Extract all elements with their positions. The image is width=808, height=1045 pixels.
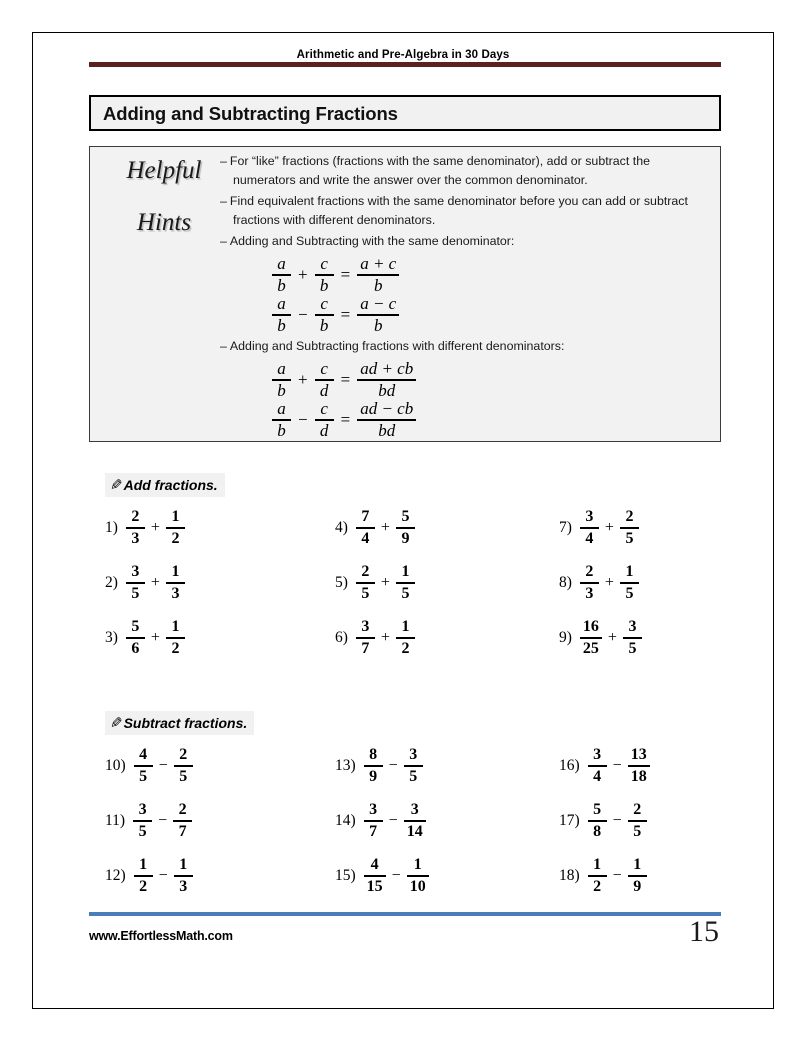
numerator: 2 (131, 508, 140, 526)
fraction (628, 747, 650, 785)
numerator: 8 (369, 746, 378, 764)
hint-bullet-2 (220, 192, 712, 230)
problem-item[interactable] (559, 505, 639, 551)
hint-dash: – (220, 339, 227, 353)
denominator: 2 (593, 877, 602, 895)
numerator: 5 (401, 508, 410, 526)
denominator: 14 (406, 822, 423, 840)
numerator: 3 (593, 746, 602, 764)
numerator: 7 (361, 508, 370, 526)
fraction (628, 857, 647, 895)
problem-expression (356, 564, 415, 602)
fraction (272, 360, 291, 399)
fraction-bar (126, 527, 145, 529)
fraction-bar (356, 637, 375, 639)
problem-item[interactable] (559, 853, 647, 899)
operator: + (380, 519, 390, 536)
problem-item[interactable] (105, 560, 185, 606)
fraction (404, 802, 426, 840)
fraction (580, 509, 599, 547)
pen-nib-icon: ✎ (110, 476, 123, 494)
fraction-bar (628, 875, 647, 877)
denominator: b (373, 276, 383, 296)
numerator: c (320, 399, 328, 419)
formula-row (272, 400, 712, 440)
operator: + (298, 265, 308, 284)
denominator: 6 (131, 639, 140, 657)
fraction (580, 564, 599, 602)
denominator: 5 (361, 584, 370, 602)
hint-dash: – (220, 194, 227, 208)
numerator: 1 (171, 618, 180, 636)
fraction-bar (356, 527, 375, 529)
denominator: d (319, 381, 329, 401)
operator: + (298, 370, 308, 389)
fraction (134, 857, 153, 895)
numerator: 3 (131, 563, 140, 581)
problem-expression (364, 802, 426, 840)
formula-row (272, 295, 712, 335)
denominator: 7 (369, 822, 378, 840)
fraction (315, 295, 334, 334)
numerator: 1 (401, 563, 410, 581)
operator: − (298, 305, 308, 324)
fraction-bar (623, 637, 642, 639)
denominator: b (277, 381, 286, 401)
denominator: 2 (171, 639, 180, 657)
problem-item[interactable] (105, 743, 193, 789)
numerator: 3 (585, 508, 594, 526)
problem-item[interactable] (335, 743, 423, 789)
numerator: 13 (630, 746, 647, 764)
numerator: ad + cb (360, 359, 414, 379)
fraction-bar (396, 527, 415, 529)
fraction-bar (166, 582, 185, 584)
fraction-bar (364, 820, 383, 822)
problem-number: 11) (105, 812, 126, 829)
numerator: 1 (139, 856, 148, 874)
numerator: 2 (178, 801, 187, 819)
problem-expression (126, 564, 185, 602)
denominator: b (373, 316, 383, 336)
problem-number: 14) (335, 812, 356, 829)
fraction (580, 619, 602, 657)
problem-expression (134, 857, 193, 895)
fraction (364, 857, 386, 895)
fraction-bar (588, 765, 607, 767)
denominator: b (319, 276, 329, 296)
problem-number: 9) (559, 629, 572, 646)
fraction-bar (356, 582, 375, 584)
numerator: c (320, 359, 328, 379)
denominator: d (319, 421, 329, 441)
hint-text: Adding and Subtracting with the same denominator: (229, 234, 515, 248)
fraction (174, 747, 193, 785)
fraction-bar (133, 820, 152, 822)
denominator: 9 (369, 767, 378, 785)
problem-expression (588, 747, 650, 785)
directions-label: Subtract fractions. (123, 715, 248, 731)
problem-item[interactable] (105, 798, 192, 844)
numerator: 1 (413, 856, 422, 874)
problem-number: 13) (335, 757, 356, 774)
denominator: 3 (171, 584, 180, 602)
fraction-bar (404, 820, 426, 822)
denominator: 2 (139, 877, 148, 895)
problem-item[interactable] (335, 560, 415, 606)
problem-item[interactable] (559, 560, 639, 606)
fraction (396, 619, 415, 657)
problem-number: 10) (105, 757, 126, 774)
numerator: 3 (361, 618, 370, 636)
fraction (272, 295, 291, 334)
equals-sign: = (340, 305, 351, 324)
operator: − (612, 757, 622, 774)
fraction (628, 802, 647, 840)
fraction (134, 747, 153, 785)
fraction-bar (173, 820, 192, 822)
numerator: 2 (361, 563, 370, 581)
directions-add-fractions (105, 473, 225, 497)
fraction-bar (580, 637, 602, 639)
problem-number: 6) (335, 629, 348, 646)
problem-expression (588, 802, 647, 840)
operator: + (150, 519, 160, 536)
fraction-bar (407, 875, 429, 877)
denominator: 5 (628, 639, 637, 657)
fraction-bar (166, 527, 185, 529)
denominator: 8 (593, 822, 602, 840)
numerator: a (277, 294, 286, 314)
directions-subtract-fractions (105, 711, 254, 735)
operator: + (380, 629, 390, 646)
fraction (357, 400, 416, 439)
fraction-bar (620, 527, 639, 529)
problem-number: 2) (105, 574, 118, 591)
problem-expression (356, 509, 415, 547)
fraction-bar (580, 582, 599, 584)
fraction (166, 564, 185, 602)
fraction (356, 509, 375, 547)
footer-rule (89, 912, 721, 916)
problem-number: 12) (105, 867, 126, 884)
fraction (357, 360, 416, 399)
denominator: 9 (633, 877, 642, 895)
fraction-bar (404, 765, 423, 767)
numerator: 2 (179, 746, 188, 764)
fraction (126, 619, 145, 657)
numerator: 4 (139, 746, 148, 764)
numerator: 2 (625, 508, 634, 526)
numerator: 5 (131, 618, 140, 636)
operator: − (158, 757, 168, 774)
problem-number: 16) (559, 757, 580, 774)
denominator: 5 (633, 822, 642, 840)
numerator: 2 (585, 563, 594, 581)
problem-expression (126, 619, 185, 657)
fraction-bar (126, 637, 145, 639)
fraction-bar (396, 582, 415, 584)
hints-body (220, 152, 712, 442)
operator: + (380, 574, 390, 591)
page-title: Adding and Subtracting Fractions (103, 103, 398, 124)
denominator: 9 (401, 529, 410, 547)
problem-number: 4) (335, 519, 348, 536)
operator: − (158, 812, 168, 829)
numerator: a − c (360, 294, 397, 314)
footer-url: www.EffortlessMath.com (89, 929, 233, 943)
hint-bullet-1 (220, 152, 712, 190)
denominator: 3 (131, 529, 140, 547)
numerator: 3 (410, 801, 419, 819)
fraction (272, 400, 291, 439)
fraction (126, 564, 145, 602)
fraction (133, 802, 152, 840)
helpful-hints-box (89, 146, 721, 442)
problem-number: 7) (559, 519, 572, 536)
fraction-bar (588, 875, 607, 877)
problem-item[interactable] (559, 743, 650, 789)
fraction-bar (588, 820, 607, 822)
denominator: 2 (401, 639, 410, 657)
fraction (357, 255, 399, 294)
fraction-bar (580, 527, 599, 529)
fraction (356, 619, 375, 657)
fraction (315, 360, 334, 399)
hint-bullet-4 (220, 337, 712, 356)
header-rule (89, 62, 721, 67)
problem-number: 17) (559, 812, 580, 829)
denominator: 5 (179, 767, 188, 785)
problem-item[interactable] (559, 798, 647, 844)
problem-expression (364, 747, 423, 785)
fraction (620, 564, 639, 602)
formula-row (272, 360, 712, 400)
problem-item[interactable] (335, 615, 415, 661)
fraction (166, 509, 185, 547)
denominator: b (277, 276, 286, 296)
operator: − (612, 812, 622, 829)
hint-dash: – (220, 234, 227, 248)
problem-number: 1) (105, 519, 118, 536)
fraction-bar (174, 765, 193, 767)
fraction (272, 255, 291, 294)
fraction-bar (126, 582, 145, 584)
fraction (588, 747, 607, 785)
fraction-bar (174, 875, 193, 877)
formula-group-different-denominator (272, 360, 712, 440)
hint-text: Adding and Subtracting fractions with different denominators: (229, 339, 565, 353)
denominator: 5 (138, 822, 147, 840)
fraction (623, 619, 642, 657)
fraction (126, 509, 145, 547)
numerator: 3 (138, 801, 147, 819)
fraction (588, 802, 607, 840)
equals-sign: = (340, 370, 351, 389)
fraction-bar (364, 765, 383, 767)
problem-item[interactable] (559, 615, 642, 661)
operator: + (150, 629, 160, 646)
fraction (173, 802, 192, 840)
denominator: 5 (409, 767, 418, 785)
numerator: 16 (582, 618, 599, 636)
denominator: b (277, 421, 286, 441)
running-head: Arithmetic and Pre-Algebra in 30 Days (296, 49, 510, 61)
fraction-bar (134, 765, 153, 767)
fraction-bar (620, 582, 639, 584)
problem-number: 18) (559, 867, 580, 884)
numerator: 1 (401, 618, 410, 636)
problem-number: 15) (335, 867, 356, 884)
denominator: 5 (625, 584, 634, 602)
worksheet-page (32, 32, 774, 1009)
denominator: 7 (178, 822, 187, 840)
fraction-bar (396, 637, 415, 639)
problem-expression (588, 857, 647, 895)
denominator: 25 (582, 639, 599, 657)
fraction (357, 295, 399, 334)
fraction (620, 509, 639, 547)
hints-label-line2: Hints (136, 209, 192, 236)
operator: + (604, 574, 614, 591)
denominator: 4 (585, 529, 594, 547)
problem-expression (580, 509, 639, 547)
numerator: 1 (593, 856, 602, 874)
denominator: 3 (179, 877, 188, 895)
hint-text: For “like” fractions (fractions with the same denominator), add or subtract the numerators and write the answer over the common denominator. (229, 154, 650, 187)
problem-number: 3) (105, 629, 118, 646)
fraction (364, 802, 383, 840)
problem-item[interactable] (335, 853, 429, 899)
equals-sign: = (340, 410, 351, 429)
fraction-bar (134, 875, 153, 877)
fraction (166, 619, 185, 657)
directions-label: Add fractions. (123, 477, 218, 493)
denominator: b (277, 316, 286, 336)
fraction (315, 255, 334, 294)
denominator: bd (378, 421, 396, 441)
hints-label-line1: Helpful (126, 157, 202, 184)
fraction (396, 509, 415, 547)
problem-expression (364, 857, 429, 895)
denominator: 5 (401, 584, 410, 602)
numerator: a (277, 254, 286, 274)
numerator: 5 (593, 801, 602, 819)
fraction-bar (628, 765, 650, 767)
numerator: a + c (360, 254, 397, 274)
numerator: 1 (625, 563, 634, 581)
numerator: 1 (633, 856, 642, 874)
problem-item[interactable] (105, 853, 193, 899)
numerator: c (320, 294, 328, 314)
numerator: 2 (633, 801, 642, 819)
fraction (396, 564, 415, 602)
pen-nib-icon: ✎ (110, 714, 123, 732)
numerator: a (277, 399, 286, 419)
fraction (407, 857, 429, 895)
operator: − (612, 867, 622, 884)
numerator: 1 (179, 856, 188, 874)
problem-expression (134, 747, 193, 785)
fraction-bar (364, 875, 386, 877)
fraction (315, 400, 334, 439)
operator: − (298, 410, 308, 429)
numerator: 3 (369, 801, 378, 819)
formula-row (272, 255, 712, 295)
denominator: 7 (361, 639, 370, 657)
problem-number: 5) (335, 574, 348, 591)
denominator: 5 (139, 767, 148, 785)
fraction (174, 857, 193, 895)
fraction-bar (166, 637, 185, 639)
operator: + (607, 629, 617, 646)
denominator: 10 (409, 877, 426, 895)
operator: − (391, 867, 401, 884)
denominator: 3 (585, 584, 594, 602)
fraction (404, 747, 423, 785)
page-number: 15 (689, 915, 719, 948)
denominator: 18 (630, 767, 647, 785)
numerator: a (277, 359, 286, 379)
fraction (356, 564, 375, 602)
numerator: 1 (171, 508, 180, 526)
problem-expression (126, 509, 185, 547)
denominator: 4 (593, 767, 602, 785)
problem-item[interactable] (335, 798, 426, 844)
problem-expression (356, 619, 415, 657)
operator: − (158, 867, 168, 884)
denominator: b (319, 316, 329, 336)
denominator: bd (378, 381, 396, 401)
fraction-bar (628, 820, 647, 822)
problem-number: 8) (559, 574, 572, 591)
denominator: 5 (131, 584, 140, 602)
problem-expression (580, 564, 639, 602)
operator: − (388, 757, 398, 774)
problem-item[interactable] (105, 615, 185, 661)
hint-bullet-3 (220, 232, 712, 251)
fraction (588, 857, 607, 895)
fraction (364, 747, 383, 785)
problem-item[interactable] (105, 505, 185, 551)
hint-dash: – (220, 154, 227, 168)
hint-text: Find equivalent fractions with the same denominator before you can add or subtract fractions with different denominators. (229, 194, 688, 227)
denominator: 4 (361, 529, 370, 547)
section-title-box (89, 95, 721, 131)
numerator: 3 (628, 618, 637, 636)
problem-expression (580, 619, 642, 657)
formula-group-same-denominator (272, 255, 712, 335)
operator: + (150, 574, 160, 591)
operator: − (388, 812, 398, 829)
numerator: 3 (409, 746, 418, 764)
denominator: 2 (171, 529, 180, 547)
denominator: 5 (625, 529, 634, 547)
operator: + (604, 519, 614, 536)
problem-item[interactable] (335, 505, 415, 551)
numerator: ad − cb (360, 399, 414, 419)
denominator: 15 (366, 877, 383, 895)
numerator: c (320, 254, 328, 274)
equals-sign: = (340, 265, 351, 284)
numerator: 4 (370, 856, 379, 874)
numerator: 1 (171, 563, 180, 581)
problem-expression (133, 802, 192, 840)
